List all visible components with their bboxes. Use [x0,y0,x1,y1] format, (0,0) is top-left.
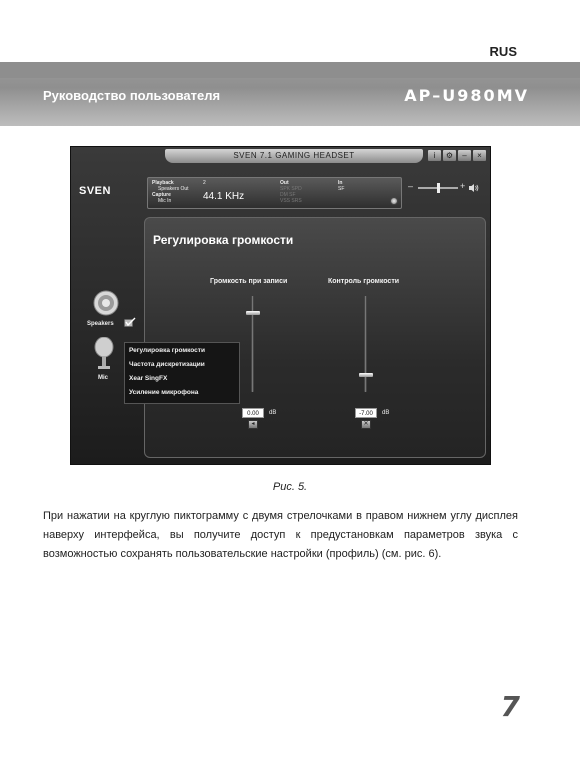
language-label: RUS [489,44,517,59]
capture-label: Capture [152,192,171,198]
monitor-volume-label: Контроль громкости [328,278,400,285]
out-value-3: VSS SRS [280,198,302,204]
close-button[interactable]: × [473,150,486,161]
header-model: AP–U980MV [404,86,529,105]
preset-arrows-icon[interactable] [390,197,398,205]
out-value-1: SPK SPD [280,186,302,192]
monitor-volume-knob[interactable] [359,373,373,377]
window-title: SVEN 7.1 GAMING HEADSET [165,149,423,163]
record-volume-value[interactable]: 0.00 [242,408,264,418]
monitor-mute-icon[interactable]: ✕ [361,420,371,429]
record-volume-label: Громкость при записи [210,278,288,285]
monitor-volume-value[interactable]: -7.00 [355,408,377,418]
volume-minus[interactable]: – [408,181,414,191]
record-volume-unit: dB [269,410,277,416]
channels-value: 2 [203,180,206,186]
brand-logo: SVEN [79,185,111,197]
capture-device: Mic In [158,198,172,204]
body-paragraph: При нажатии на круглую пиктограмму с двумя стрелочками в правом нижнем углу дисплея наверху интерфейса, вы получите доступ к предустановкам параметров звука с возможностью сохранять пользовательские настройки (профиль) (см. рис. 6). [43,510,518,560]
out-label: Out [280,180,289,186]
speaker-device-icon[interactable] [93,290,119,316]
out-value-2: DM SF [280,192,296,198]
playback-label: Playback [152,180,174,186]
frequency-value: 44.1 KHz [203,191,245,202]
info-display [147,177,402,209]
volume-plus[interactable]: + [460,181,466,191]
in-value: SF [338,186,345,192]
menu-item-sample-rate[interactable]: Частота дискретизации [129,361,205,368]
header-title: Руководство пользователя [43,88,221,103]
in-label: In [338,180,343,186]
speakers-label: Speakers [87,321,114,327]
page-number: 7 [500,690,520,723]
info-button[interactable]: i [428,150,441,161]
panel-title: Регулировка громкости [153,233,294,247]
master-volume-knob[interactable] [437,183,440,193]
mic-context-menu [124,342,240,404]
playback-device: Speakers Out [158,186,189,192]
record-mute-icon[interactable]: ◂ [248,420,258,429]
menu-item-mic-boost[interactable]: Усиление микрофона [129,389,199,396]
speaker-volume-icon[interactable] [469,183,479,193]
record-volume-knob[interactable] [246,311,260,315]
settings-button[interactable]: ⚙ [443,150,456,161]
figure-caption: Рис. 5. [272,481,308,493]
menu-item-singfx[interactable]: Xear SingFX [129,375,168,382]
mic-label: Mic [98,375,109,381]
minimize-button[interactable]: – [458,150,471,161]
window-buttons [428,150,486,161]
monitor-volume-unit: dB [382,410,390,416]
menu-item-volume[interactable]: Регулировка громкости [129,347,205,354]
mic-device-icon[interactable] [93,337,115,371]
app-screenshot [70,146,491,465]
volume-panel [144,217,486,458]
master-volume[interactable] [408,183,480,193]
check-icon [124,317,136,327]
monitor-volume-track[interactable] [364,296,367,392]
